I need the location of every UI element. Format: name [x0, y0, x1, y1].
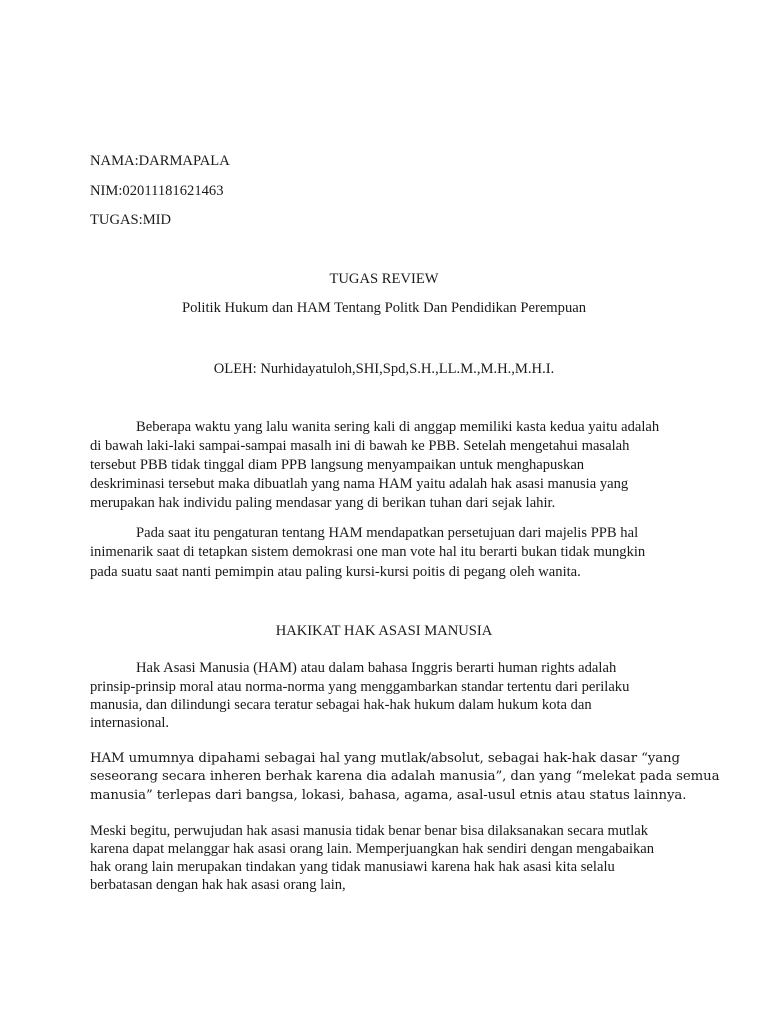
paragraph-line: Hak Asasi Manusia (HAM) atau dalam bahasa Inggris berarti human rights adalah [136, 660, 617, 676]
paragraph-line: Beberapa waktu yang lalu wanita sering kali di anggap memiliki kasta kedua yaitu adalah [136, 419, 660, 435]
paragraph-line: inimenarik saat di tetapkan sistem demokrasi one man vote hal itu berarti bukan tidak mungkin [90, 544, 646, 560]
paragraph-line: merupakan hak individu paling mendasar yang di berikan tuhan dari sejak lahir. [90, 495, 556, 511]
document-title: TUGAS REVIEW [329, 271, 439, 287]
paragraph-line: deskriminasi tersebut maka dibuatlah yang nama HAM yaitu adalah hak asasi manusia yang [90, 476, 629, 492]
paragraph-line: pada suatu saat nanti pemimpin atau paling kursi-kursi poitis di pegang oleh wanita. [90, 564, 581, 580]
paragraph-line: manusia” terlepas dari bangsa, lokasi, bahasa, agama, asal-usul etnis atau status lainnya. [90, 788, 687, 803]
paragraph-line: manusia, dan dilindungi secara teratur sebagai hak-hak hukum dalam hukum kota dan [90, 697, 592, 713]
paragraph-line: HAM umumnya dipahami sebagai hal yang mutlak/absolut, sebagai hak-hak dasar “yang [90, 751, 680, 766]
paragraph-line: Pada saat itu pengaturan tentang HAM mendapatkan persetujuan dari majelis PPB hal [136, 525, 639, 541]
paragraph-line: berbatasan dengan hak hak asasi orang lain, [90, 877, 346, 893]
paragraph-line: prinsip-prinsip moral atau norma-norma yang menggambarkan standar tertentu dari perilaku [90, 679, 630, 695]
student-nim: NIM:02011181621463 [90, 183, 224, 199]
paragraph-line: hak orang lain merupakan tindakan yang tidak manusiawi karena hak hak asasi kita selalu [90, 859, 615, 875]
paragraph-line: Meski begitu, perwujudan hak asasi manusia tidak benar benar bisa dilaksanakan secara mutlak [90, 823, 649, 839]
paragraph-line: internasional. [90, 715, 170, 731]
paragraph-line: seseorang secara inheren berhak karena dia adalah manusia”, dan yang “melekat pada semua [90, 769, 720, 784]
document-author: OLEH: Nurhidayatuloh,SHI,Spd,S.H.,LL.M.,M.H.,M.H.I. [213, 361, 555, 377]
assignment-type: TUGAS:MID [90, 212, 172, 228]
section-heading: HAKIKAT HAK ASASI MANUSIA [275, 623, 493, 639]
student-name: NAMA:DARMAPALA [90, 153, 230, 169]
paragraph-line: karena dapat melanggar hak asasi orang lain. Memperjuangkan hak sendiri dengan mengabaikan [90, 841, 655, 857]
paragraph-line: tersebut PBB tidak tinggal diam PPB langsung menyampaikan untuk menghapuskan [90, 457, 585, 473]
paragraph-line: di bawah laki-laki sampai-sampai masalh ini di bawah ke PBB. Setelah mengetahui masalah [90, 438, 630, 454]
document-subtitle: Politik Hukum dan HAM Tentang Politk Dan Pendidikan Perempuan [181, 300, 587, 316]
